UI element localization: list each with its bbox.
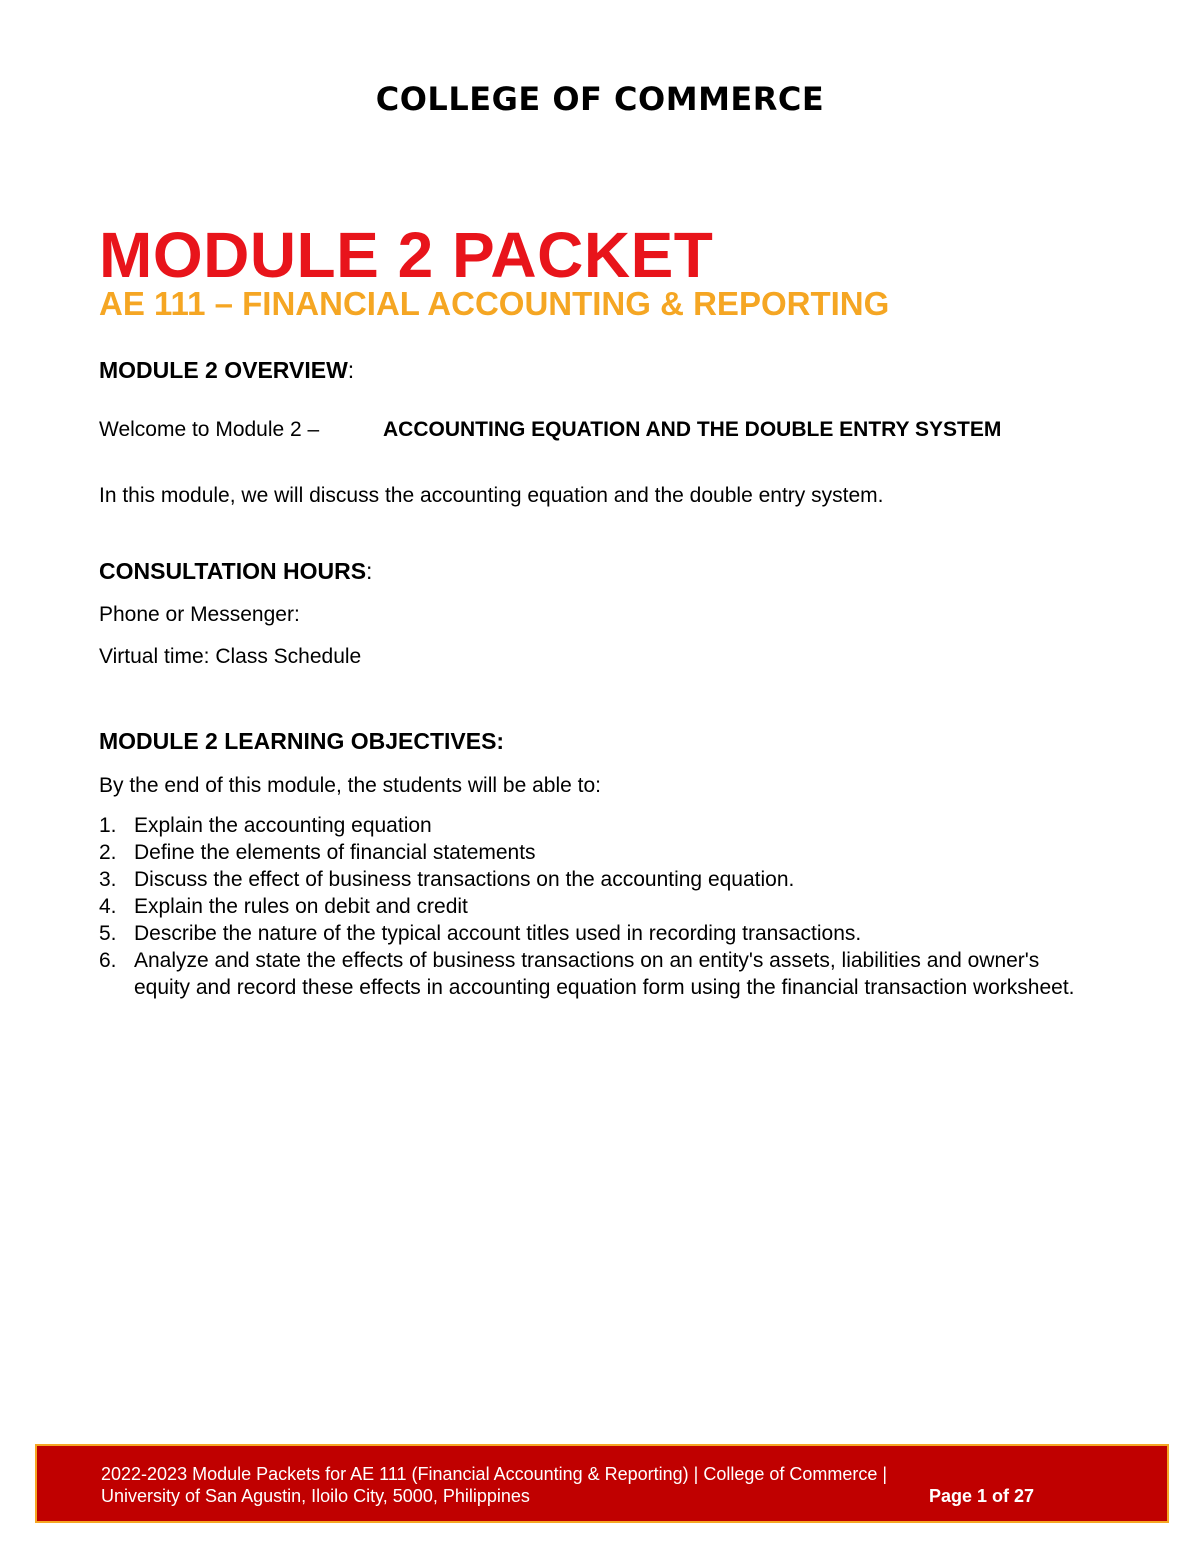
footer-line-2: University of San Agustin, Iloilo City, 5000, Philippines bbox=[101, 1486, 530, 1506]
item-number: 1. bbox=[99, 814, 117, 837]
item-text: Explain the rules on debit and credit bbox=[134, 895, 468, 918]
list-item bbox=[99, 812, 1079, 839]
list-item bbox=[99, 866, 1079, 893]
list-item bbox=[99, 947, 1079, 1001]
page-footer bbox=[35, 1444, 1169, 1523]
list-item bbox=[99, 893, 1079, 920]
welcome-topic: ACCOUNTING EQUATION AND THE DOUBLE ENTRY SYSTEM bbox=[383, 418, 1002, 441]
objectives-intro: By the end of this module, the students will be able to: bbox=[99, 774, 601, 797]
page-number: Page 1 of 27 bbox=[929, 1486, 1035, 1506]
consultation-time: Virtual time: Class Schedule bbox=[99, 645, 362, 668]
item-text: Analyze and state the effects of business transactions on an entity's assets, liabilities and owner's equity and record these effects in accounting equation form using the financial transaction worksheet. bbox=[134, 949, 1075, 999]
item-number: 5. bbox=[99, 922, 117, 945]
overview-intro: In this module, we will discuss the accounting equation and the double entry system. bbox=[99, 484, 884, 507]
overview-heading: MODULE 2 OVERVIEW: bbox=[99, 357, 355, 383]
item-text: Discuss the effect of business transactions on the accounting equation. bbox=[134, 868, 795, 891]
welcome-label: Welcome to Module 2 – bbox=[99, 418, 320, 441]
footer-line-1: 2022-2023 Module Packets for AE 111 (Financial Accounting & Reporting) | College of Commerce | bbox=[101, 1464, 888, 1484]
item-number: 2. bbox=[99, 841, 117, 864]
list-item bbox=[99, 839, 1079, 866]
list-item bbox=[99, 920, 1079, 947]
consultation-contact: Phone or Messenger: bbox=[99, 603, 300, 626]
item-number: 4. bbox=[99, 895, 117, 918]
college-header: COLLEGE OF COMMERCE bbox=[375, 80, 825, 118]
consultation-heading: CONSULTATION HOURS: bbox=[99, 558, 373, 584]
item-text: Explain the accounting equation bbox=[134, 814, 432, 837]
objectives-heading: MODULE 2 LEARNING OBJECTIVES: bbox=[99, 728, 505, 754]
page-title: MODULE 2 PACKET bbox=[99, 219, 714, 291]
item-text: Define the elements of financial statements bbox=[134, 841, 536, 864]
course-subtitle: AE 111 – FINANCIAL ACCOUNTING & REPORTING bbox=[99, 285, 890, 322]
objectives-list bbox=[99, 812, 1079, 1001]
item-number: 6. bbox=[99, 949, 117, 972]
item-number: 3. bbox=[99, 868, 117, 891]
item-text: Describe the nature of the typical account titles used in recording transactions. bbox=[134, 922, 862, 945]
